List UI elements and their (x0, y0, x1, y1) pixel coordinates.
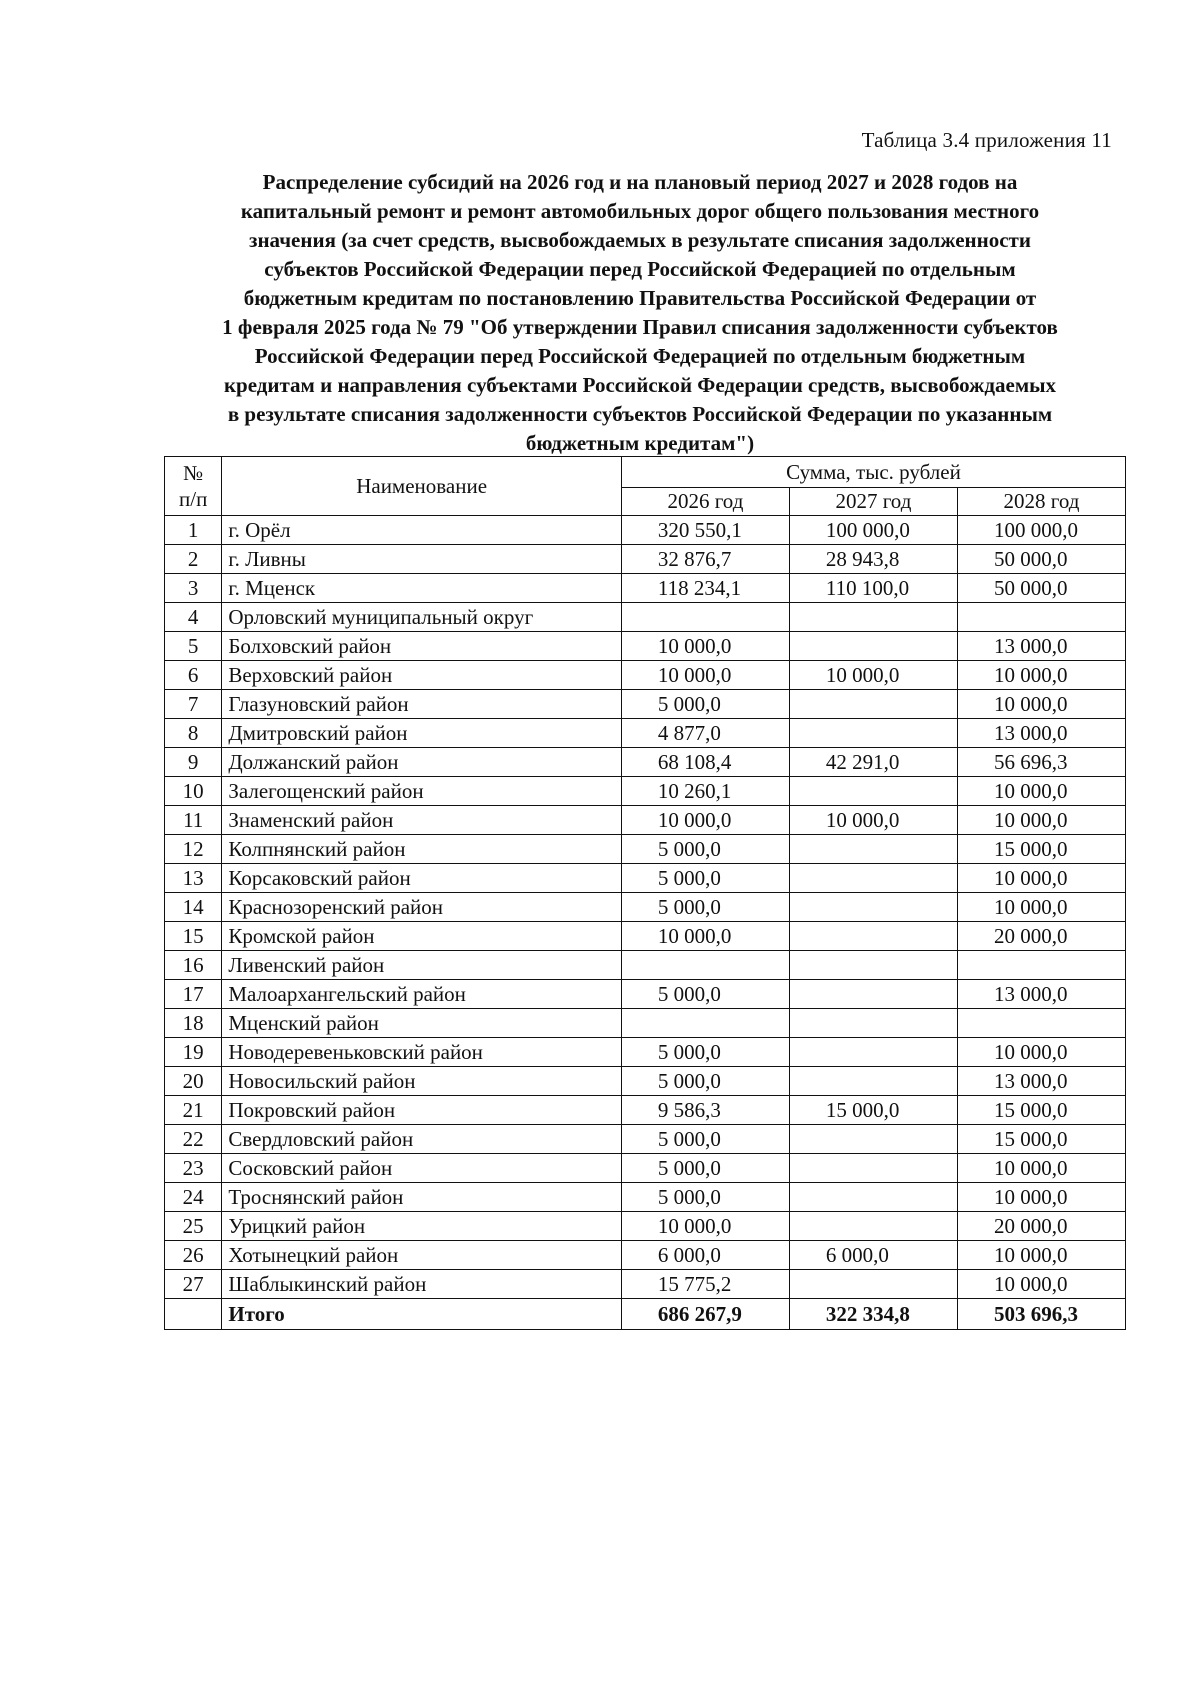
row-name: Должанский район (222, 748, 622, 777)
value-2027 (789, 1183, 957, 1212)
row-name: Свердловский район (222, 1125, 622, 1154)
table-row (165, 893, 1126, 922)
value-2026: 9 586,3 (621, 1096, 789, 1125)
value-2026: 5 000,0 (621, 1038, 789, 1067)
value-2028: 10 000,0 (957, 1038, 1125, 1067)
value-2028: 10 000,0 (957, 1154, 1125, 1183)
value-2026: 5 000,0 (621, 864, 789, 893)
row-name: Глазуновский район (222, 690, 622, 719)
row-number: 9 (165, 748, 222, 777)
row-name: Покровский район (222, 1096, 622, 1125)
row-name: Хотынецкий район (222, 1241, 622, 1270)
row-number: 21 (165, 1096, 222, 1125)
value-2027 (789, 632, 957, 661)
table-row (165, 1067, 1126, 1096)
value-2027: 100 000,0 (789, 516, 957, 545)
row-number: 18 (165, 1009, 222, 1038)
row-name: г. Орёл (222, 516, 622, 545)
table-row (165, 806, 1126, 835)
value-2027 (789, 980, 957, 1009)
table-row (165, 864, 1126, 893)
value-2027 (789, 1154, 957, 1183)
header-number-line1: № (183, 461, 204, 485)
document-title (150, 168, 1130, 458)
row-name: Болховский район (222, 632, 622, 661)
row-number: 5 (165, 632, 222, 661)
row-name: Новодеревеньковский район (222, 1038, 622, 1067)
table-row (165, 690, 1126, 719)
value-2027: 322 334,8 (789, 1299, 957, 1330)
value-2027 (789, 893, 957, 922)
table-row (165, 980, 1126, 1009)
value-2026: 320 550,1 (621, 516, 789, 545)
value-2027 (789, 1038, 957, 1067)
table-row (165, 835, 1126, 864)
value-2027: 110 100,0 (789, 574, 957, 603)
value-2028: 503 696,3 (957, 1299, 1125, 1330)
title-line: значения (за счет средств, высвобождаемых в результате списания задолженности (249, 228, 1031, 252)
value-2027 (789, 1125, 957, 1154)
table-row (165, 1125, 1126, 1154)
row-number: 24 (165, 1183, 222, 1212)
table-row (165, 516, 1126, 545)
value-2027 (789, 922, 957, 951)
row-name: Новосильский район (222, 1067, 622, 1096)
header-sum: Сумма, тыс. рублей (621, 457, 1125, 488)
row-name: Урицкий район (222, 1212, 622, 1241)
value-2028: 13 000,0 (957, 980, 1125, 1009)
value-2028: 13 000,0 (957, 632, 1125, 661)
table-header (165, 457, 1126, 516)
row-number: 7 (165, 690, 222, 719)
value-2026: 118 234,1 (621, 574, 789, 603)
title-line: в результате списания задолженности субъектов Российской Федерации по указанным (227, 402, 1053, 426)
value-2026 (621, 951, 789, 980)
table-row (165, 545, 1126, 574)
value-2026: 10 260,1 (621, 777, 789, 806)
row-number: 10 (165, 777, 222, 806)
value-2026 (621, 603, 789, 632)
table-row (165, 1154, 1126, 1183)
header-number (165, 457, 222, 516)
row-name: Сосковский район (222, 1154, 622, 1183)
value-2027: 10 000,0 (789, 806, 957, 835)
row-number: 26 (165, 1241, 222, 1270)
row-number: 8 (165, 719, 222, 748)
title-line: субъектов Российской Федерации перед Российской Федерацией по отдельным (264, 257, 1016, 281)
table-row (165, 1212, 1126, 1241)
row-number: 2 (165, 545, 222, 574)
value-2027 (789, 1212, 957, 1241)
header-name: Наименование (222, 457, 622, 516)
row-number: 20 (165, 1067, 222, 1096)
row-number: 19 (165, 1038, 222, 1067)
value-2028: 10 000,0 (957, 893, 1125, 922)
value-2027: 28 943,8 (789, 545, 957, 574)
value-2027 (789, 719, 957, 748)
table-row (165, 1038, 1126, 1067)
value-2026 (621, 1009, 789, 1038)
title-line: капитальный ремонт и ремонт автомобильных дорог общего пользования местного (240, 199, 1040, 223)
row-name: г. Мценск (222, 574, 622, 603)
table-row (165, 719, 1126, 748)
value-2026: 5 000,0 (621, 1183, 789, 1212)
row-number: 23 (165, 1154, 222, 1183)
title-line: Распределение субсидий на 2026 год и на плановый период 2027 и 2028 годов на (262, 170, 1018, 194)
row-name: Верховский район (222, 661, 622, 690)
value-2028: 10 000,0 (957, 1270, 1125, 1299)
value-2026: 10 000,0 (621, 661, 789, 690)
table-row (165, 661, 1126, 690)
value-2028: 10 000,0 (957, 864, 1125, 893)
value-2027 (789, 1067, 957, 1096)
row-name: Итого (222, 1299, 622, 1330)
value-2028: 15 000,0 (957, 1125, 1125, 1154)
table-row (165, 1241, 1126, 1270)
row-name: Колпнянский район (222, 835, 622, 864)
row-name: Орловский муниципальный округ (222, 603, 622, 632)
table-row (165, 603, 1126, 632)
row-name: Шаблыкинский район (222, 1270, 622, 1299)
value-2028: 10 000,0 (957, 777, 1125, 806)
value-2027 (789, 864, 957, 893)
value-2027 (789, 690, 957, 719)
row-number: 15 (165, 922, 222, 951)
row-name: Краснозоренский район (222, 893, 622, 922)
row-number: 16 (165, 951, 222, 980)
header-year-2027: 2027 год (789, 488, 957, 516)
row-number: 3 (165, 574, 222, 603)
value-2026: 5 000,0 (621, 980, 789, 1009)
value-2026: 5 000,0 (621, 1125, 789, 1154)
table-row (165, 1270, 1126, 1299)
value-2028: 20 000,0 (957, 922, 1125, 951)
value-2028: 15 000,0 (957, 835, 1125, 864)
row-number (165, 1299, 222, 1330)
value-2028: 13 000,0 (957, 1067, 1125, 1096)
value-2028: 10 000,0 (957, 1183, 1125, 1212)
row-name: Троснянский район (222, 1183, 622, 1212)
table-row (165, 1009, 1126, 1038)
table-row (165, 748, 1126, 777)
value-2027 (789, 603, 957, 632)
value-2026: 5 000,0 (621, 835, 789, 864)
row-name: Мценский район (222, 1009, 622, 1038)
value-2028: 10 000,0 (957, 661, 1125, 690)
table-row (165, 777, 1126, 806)
value-2026: 10 000,0 (621, 806, 789, 835)
table-row (165, 922, 1126, 951)
value-2028: 13 000,0 (957, 719, 1125, 748)
value-2028: 15 000,0 (957, 1096, 1125, 1125)
table-row (165, 1183, 1126, 1212)
header-number-line2: п/п (179, 487, 208, 511)
row-number: 25 (165, 1212, 222, 1241)
value-2026: 10 000,0 (621, 632, 789, 661)
value-2026: 686 267,9 (621, 1299, 789, 1330)
value-2026: 5 000,0 (621, 1154, 789, 1183)
table-caption: Таблица 3.4 приложения 11 (861, 128, 1112, 152)
value-2028 (957, 951, 1125, 980)
table-row (165, 951, 1126, 980)
title-line: Российской Федерации перед Российской Федерацией по отдельным бюджетным (254, 344, 1026, 368)
row-number: 27 (165, 1270, 222, 1299)
value-2027: 42 291,0 (789, 748, 957, 777)
row-number: 13 (165, 864, 222, 893)
row-number: 6 (165, 661, 222, 690)
value-2028: 10 000,0 (957, 690, 1125, 719)
title-line: 1 февраля 2025 года № 79 "Об утверждении Правил списания задолженности субъектов (222, 315, 1058, 339)
table-body (165, 516, 1126, 1330)
value-2028: 100 000,0 (957, 516, 1125, 545)
value-2026: 15 775,2 (621, 1270, 789, 1299)
table-row (165, 1096, 1126, 1125)
row-name: Малоархангельский район (222, 980, 622, 1009)
title-line: бюджетным кредитам") (525, 431, 755, 455)
row-name: Кромской район (222, 922, 622, 951)
value-2028: 56 696,3 (957, 748, 1125, 777)
total-row (165, 1299, 1126, 1330)
row-name: Ливенский район (222, 951, 622, 980)
value-2027: 10 000,0 (789, 661, 957, 690)
title-line: бюджетным кредитам по постановлению Правительства Российской Федерации от (243, 286, 1037, 310)
value-2028: 10 000,0 (957, 1241, 1125, 1270)
row-number: 4 (165, 603, 222, 632)
value-2027 (789, 1270, 957, 1299)
row-number: 14 (165, 893, 222, 922)
row-name: Знаменский район (222, 806, 622, 835)
value-2026: 68 108,4 (621, 748, 789, 777)
value-2026: 5 000,0 (621, 690, 789, 719)
value-2027: 15 000,0 (789, 1096, 957, 1125)
value-2027: 6 000,0 (789, 1241, 957, 1270)
row-name: Корсаковский район (222, 864, 622, 893)
row-number: 17 (165, 980, 222, 1009)
row-number: 1 (165, 516, 222, 545)
value-2026: 10 000,0 (621, 1212, 789, 1241)
value-2026: 32 876,7 (621, 545, 789, 574)
row-name: г. Ливны (222, 545, 622, 574)
header-year-2026: 2026 год (621, 488, 789, 516)
value-2028: 20 000,0 (957, 1212, 1125, 1241)
value-2026: 10 000,0 (621, 922, 789, 951)
subsidies-table (164, 456, 1126, 1330)
value-2027 (789, 1009, 957, 1038)
value-2028: 50 000,0 (957, 574, 1125, 603)
table-row (165, 632, 1126, 661)
row-number: 12 (165, 835, 222, 864)
title-line: кредитам и направления субъектами Российской Федерации средств, высвобождаемых (223, 373, 1057, 397)
header-row (165, 457, 1126, 488)
value-2027 (789, 777, 957, 806)
value-2028 (957, 1009, 1125, 1038)
value-2027 (789, 951, 957, 980)
value-2026: 5 000,0 (621, 1067, 789, 1096)
row-number: 11 (165, 806, 222, 835)
value-2028: 10 000,0 (957, 806, 1125, 835)
row-name: Залегощенский район (222, 777, 622, 806)
value-2026: 6 000,0 (621, 1241, 789, 1270)
value-2028 (957, 603, 1125, 632)
table-row (165, 574, 1126, 603)
row-number: 22 (165, 1125, 222, 1154)
value-2026: 5 000,0 (621, 893, 789, 922)
header-year-2028: 2028 год (957, 488, 1125, 516)
value-2026: 4 877,0 (621, 719, 789, 748)
value-2028: 50 000,0 (957, 545, 1125, 574)
value-2027 (789, 835, 957, 864)
row-name: Дмитровский район (222, 719, 622, 748)
